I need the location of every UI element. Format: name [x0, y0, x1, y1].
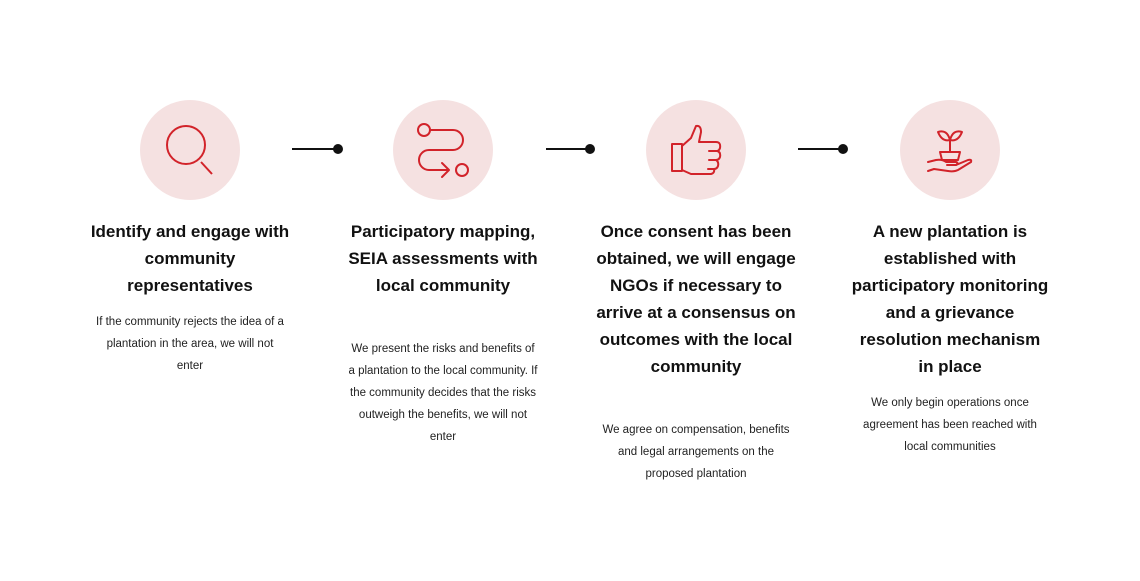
step-4-title: A new plantation is established with participatory monitoring and a grievance resolution mechanism in place	[851, 222, 1049, 376]
connector-dot-2	[585, 144, 595, 154]
magnifier-icon	[158, 118, 222, 182]
step-2-icon-circle	[393, 100, 493, 200]
thumbs-up-icon	[664, 118, 728, 182]
step-2-description: We present the risks and benefits of a plantation to the local community. If the community decides that the risks outweigh the benefits, we will not enter	[348, 343, 538, 443]
connector-dot-1	[333, 144, 343, 154]
step-1-title: Identify and engage with community representatives	[90, 222, 290, 295]
hand-seedling-icon	[918, 118, 982, 182]
step-3-description: We agree on compensation, benefits and legal arrangements on the proposed plantation	[602, 424, 790, 480]
step-4-description: We only begin operations once agreement has been reached with local communities	[863, 397, 1037, 453]
step-2-title: Participatory mapping, SEIA assessments with local community	[348, 222, 538, 295]
connector-dot-3	[838, 144, 848, 154]
connector-line-1	[292, 148, 338, 150]
step-3-title: Once consent has been obtained, we will engage NGOs if necessary to arrive at a consensus on outcomes with the local community	[596, 222, 796, 376]
step-4-icon-circle	[900, 100, 1000, 200]
step-1-description: If the community rejects the idea of a plantation in the area, we will not enter	[96, 316, 284, 372]
route-map-icon	[411, 118, 475, 182]
step-3-icon-circle	[646, 100, 746, 200]
step-1-icon-circle	[140, 100, 240, 200]
